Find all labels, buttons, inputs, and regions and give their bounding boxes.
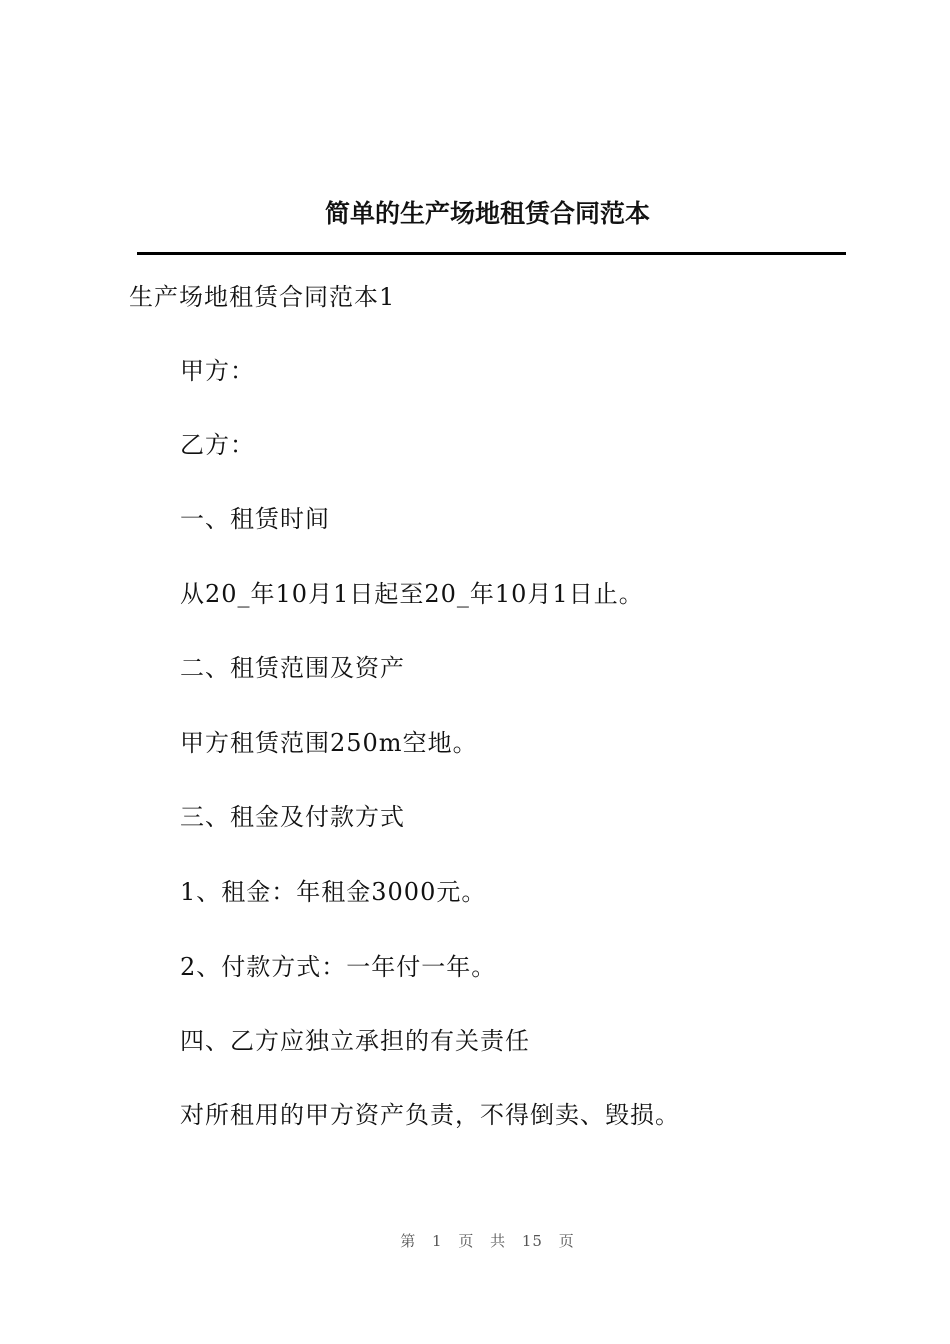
title-divider	[137, 252, 846, 255]
clause-heading-scope: 二、租赁范围及资产	[180, 654, 405, 682]
section-heading: 生产场地租赁合同范本1	[129, 283, 396, 311]
clause-text-payment-method: 2、付款方式：一年付一年。	[180, 953, 497, 981]
page-number: 第 1 页 共 15 页	[400, 1232, 575, 1250]
clause-text-responsibility: 对所租用的甲方资产负责，不得倒卖、毁损。	[180, 1101, 680, 1129]
party-a-line: 甲方：	[180, 357, 255, 385]
clause-heading-responsibility: 四、乙方应独立承担的有关责任	[180, 1027, 530, 1055]
party-b-line: 乙方：	[180, 431, 255, 459]
clause-text-scope: 甲方租赁范围250m空地。	[180, 729, 478, 757]
clause-text-rent-amount: 1、租金：年租金3000元。	[180, 878, 487, 906]
document-title: 简单的生产场地租赁合同范本	[324, 199, 650, 228]
clause-heading-term: 一、租赁时间	[180, 505, 330, 533]
clause-text-term: 从20_年10月1日起至20_年10月1日止。	[180, 580, 644, 608]
clause-heading-rent: 三、租金及付款方式	[180, 803, 405, 831]
